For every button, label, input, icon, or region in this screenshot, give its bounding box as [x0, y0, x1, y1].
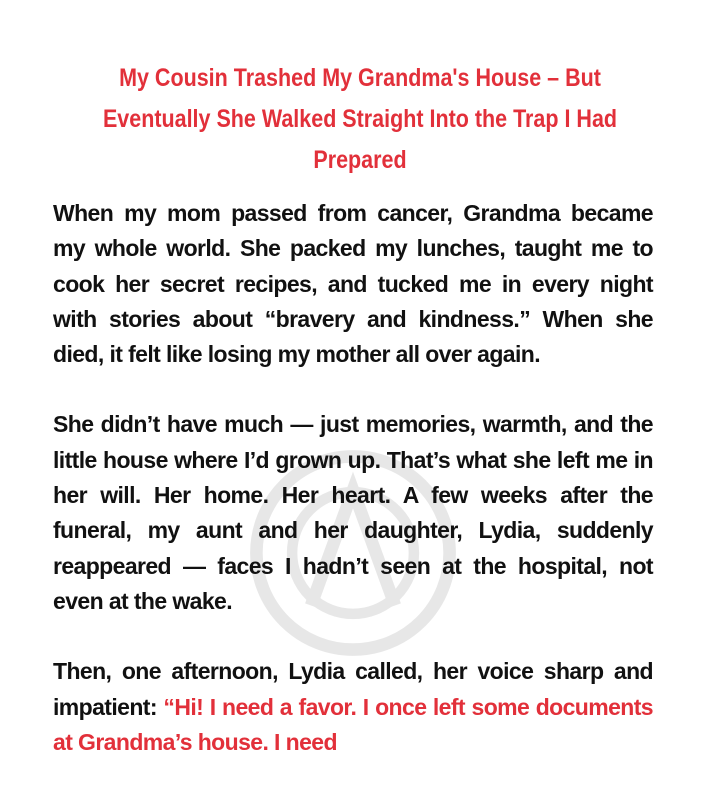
- paragraph-gap: [53, 619, 653, 654]
- article-title: My Cousin Trashed My Grandma's House – But Eventually She Walked Straight Into the Trap I Had Prepared: [102, 64, 618, 174]
- paragraph-3-intro: Then, one afternoon, Lydia called, her voice sharp and impatient:: [53, 658, 653, 720]
- article-body: [53, 196, 653, 760]
- paragraph-2: She didn’t have much — just memories, warmth, and the little house where I’d grown up. That’s what she left me in her will. Her home. Her heart. A few weeks after the funeral, my aunt and her daughter, Lydia, suddenly reappeared — faces I hadn’t seen at the hospital, not even at the wake.: [53, 411, 653, 614]
- paragraph-1: When my mom passed from cancer, Grandma became my whole world. She packed my lunches, taught me to cook her secret recipes, and tucked me in every night with stories about “bravery and kindness.” When she died, it felt like losing my mother all over again.: [53, 200, 653, 368]
- paragraph-3-quote: “Hi! I need a favor. I once left some documents at Grandma’s house. I need: [53, 693, 653, 755]
- paragraph-3: [53, 654, 653, 760]
- paragraph-gap: [53, 372, 653, 407]
